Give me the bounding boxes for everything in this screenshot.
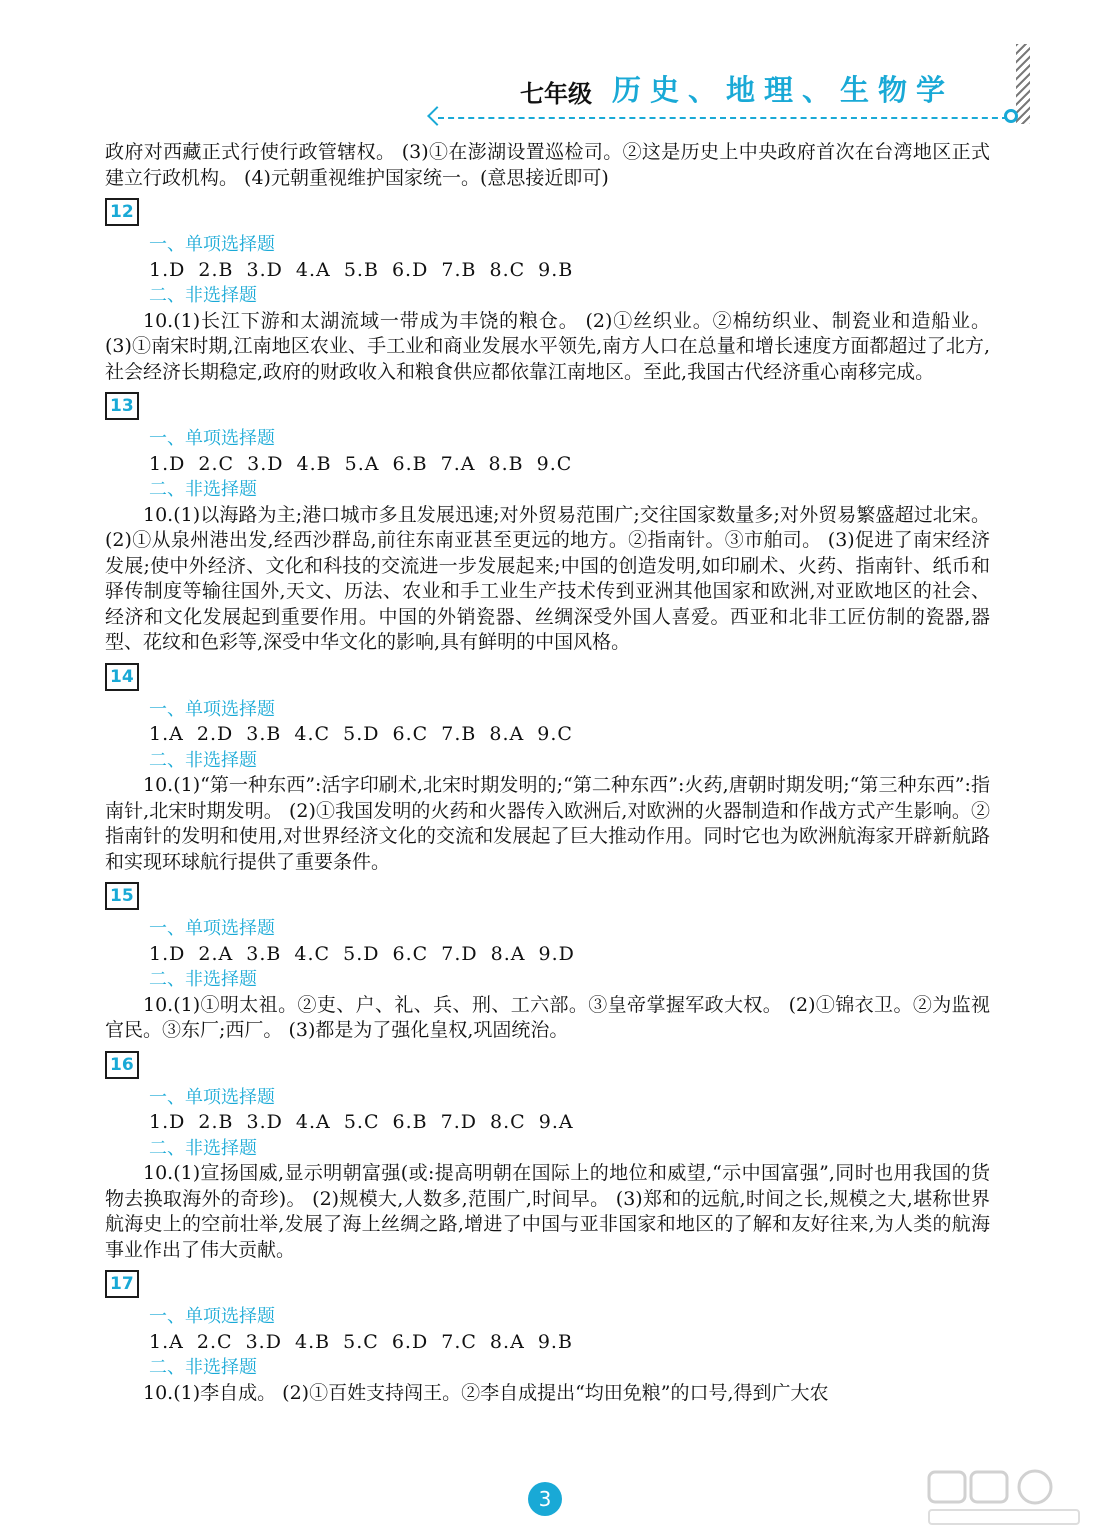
single-choice-heading: 一、单项选择题 [149, 698, 275, 720]
section-17 [105, 1263, 990, 1406]
single-choice-heading: 一、单项选择题 [149, 234, 275, 255]
section-14 [105, 656, 990, 876]
non-choice-heading: 二、非选择题 [149, 1137, 257, 1159]
section-number: 15 [105, 882, 139, 910]
non-choice-answer: 10.(1)宣扬国威,显示明朝富强(或:提高明朝在国际上的地位和威望,“示中国富强”,同时也用我国的货物去换取海外的奇珍)。 (2)规模大,人数多,范围广,时间早。 (3)郑和的远航,时间之长,规模之大,堪称世界航海史上的空前壮举,发展了海上丝绸之路,增进了中国与亚非国家和地区的了解和友好往来,为人类的航海事业作出了伟大贡献。 [105, 1162, 990, 1261]
section-16 [105, 1044, 990, 1264]
section-number: 13 [105, 392, 139, 420]
subject-title: 历史、地理、生物学 [612, 73, 955, 107]
single-choice-heading: 一、单项选择题 [149, 918, 275, 939]
choice-answers: 1.A 2.C 3.D 4.B 5.C 6.D 7.C 8.A 9.B [149, 1330, 573, 1353]
grade-label: 七年级 [520, 80, 592, 108]
non-choice-heading: 二、非选择题 [149, 749, 257, 771]
section-13 [105, 385, 990, 656]
non-choice-answer: 10.(1)①明太祖。②吏、户、礼、兵、刑、工六部。③皇帝掌握军政大权。 (2)①锦衣卫。②为监视官民。③东厂;西厂。 (3)都是为了强化皇权,巩固统治。 [105, 993, 990, 1041]
choice-answers: 1.D 2.B 3.D 4.A 5.C 6.B 7.D 8.C 9.A [149, 1111, 574, 1133]
non-choice-answer: 10.(1)“第一种东西”:活字印刷术,北宋时期发明的;“第二种东西”:火药,唐朝时期发明;“第三种东西”:指南针,北宋时期发明。 (2)①我国发明的火药和火器传入欧洲后,对欧洲的火器制造和作战方式产生影响。②指南针的发明和使用,对世界经济文化的交流和发展起了巨大推动作用。同时它也为欧洲航海家开辟新航路和实现环球航行提供了重要条件。 [105, 774, 990, 873]
single-choice-heading: 一、单项选择题 [149, 1306, 275, 1327]
section-15 [105, 875, 990, 1044]
choice-answers: 1.A 2.D 3.B 4.C 5.D 6.C 7.B 8.A 9.C [149, 723, 573, 745]
non-choice-answer: 10.(1)以海路为主;港口城市多且发展迅速;对外贸易范围广;交往国家数量多;对外贸易繁盛超过北宋。 (2)①从泉州港出发,经西沙群岛,前往东南亚甚至更远的地方。②指南针。③市舶司。 (3)促进了南宋经济发展;使中外经济、文化和科技的交流进一步发展起来;中国的创造发明,如印刷术、火药、指南针、纸币和驿传制度等输往国外,天文、历法、农业和手工业生产技术传到亚洲其他国家和欧洲,对亚欧地区的社会、经济和文化发展起到重要作用。中国的外销瓷器、丝绸深受外国人喜爱。西亚和北非工匠仿制的瓷器,器型、花纹和色彩等,深受中华文化的影响,具有鲜明的中国风格。 [105, 503, 990, 653]
non-choice-answer: 10.(1)李自成。 (2)①百姓支持闯王。②李自成提出“均田免粮”的口号,得到广大农 [143, 1381, 829, 1404]
header-dashed-rule [438, 117, 1008, 119]
arrow-left-icon [427, 106, 447, 126]
section-number: 16 [105, 1051, 139, 1079]
single-choice-heading: 一、单项选择题 [149, 1086, 275, 1108]
choice-answers: 1.D 2.A 3.B 4.C 5.D 6.C 7.D 8.A 9.D [149, 942, 575, 965]
section-number: 17 [105, 1270, 139, 1298]
non-choice-heading: 二、非选择题 [149, 479, 257, 500]
decorative-hatch [1016, 44, 1030, 124]
section-number: 12 [105, 198, 139, 226]
non-choice-heading: 二、非选择题 [149, 1357, 257, 1378]
watermark-logo [925, 1468, 1085, 1530]
section-number: 14 [105, 663, 139, 691]
page-number: 3 [528, 1482, 562, 1516]
choice-answers: 1.D 2.C 3.D 4.B 5.A 6.B 7.A 8.B 9.C [149, 452, 573, 475]
intro-paragraph: 政府对西藏正式行使行政管辖权。 (3)①在澎湖设置巡检司。②这是历史上中央政府首次在台湾地区正式建立行政机构。 (4)元朝重视维护国家统一。(意思接近即可) [105, 141, 990, 189]
section-12 [105, 191, 990, 385]
non-choice-heading: 二、非选择题 [149, 285, 257, 306]
choice-answers: 1.D 2.B 3.D 4.A 5.B 6.D 7.B 8.C 9.B [149, 258, 574, 281]
single-choice-heading: 一、单项选择题 [149, 428, 275, 449]
header-dot-icon [1004, 109, 1018, 123]
non-choice-answer: 10.(1)长江下游和太湖流域一带成为丰饶的粮仓。 (2)①丝织业。②棉纺织业、制瓷业和造船业。 (3)①南宋时期,江南地区农业、手工业和商业发展水平领先,南方人口在总量和增长速度方面都超过了北方,社会经济长期稳定,政府的财政收入和粮食供应都依靠江南地区。至此,我国古代经济重心南移完成。 [105, 309, 990, 383]
non-choice-heading: 二、非选择题 [149, 969, 257, 990]
answer-content [105, 140, 990, 1406]
